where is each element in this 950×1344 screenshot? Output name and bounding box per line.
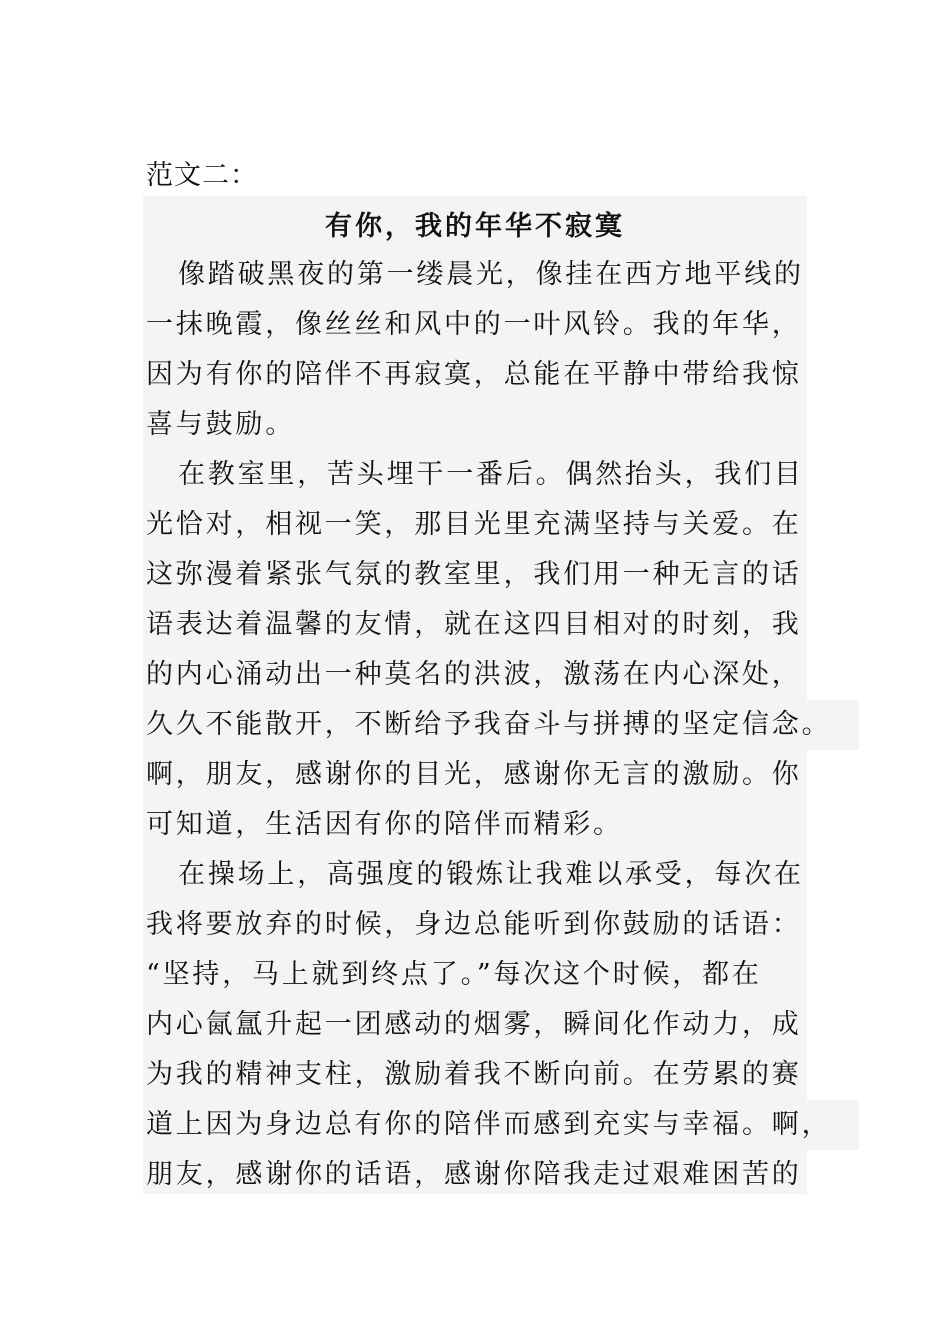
paragraph-line: 喜与鼓励。 [146, 409, 295, 440]
paragraph-line: 在教室里，苦头埋干一番后。偶然抬头，我们目 [178, 459, 804, 490]
paragraph-line: 因为有你的陪伴不再寂寞，总能在平静中带给我惊 [146, 359, 802, 390]
paragraph-line: 这弥漫着紧张气氛的教室里，我们用一种无言的话 [146, 559, 802, 590]
paragraph-line: 的内心涌动出一种莫名的洪波，激荡在内心深处， [146, 659, 802, 690]
paragraph-line: 内心氤氲升起一团感动的烟雾，瞬间化作动力，成 [146, 1009, 802, 1040]
paragraph-line: 在操场上，高强度的锻炼让我难以承受，每次在 [178, 859, 804, 890]
paragraph-line: 久久不能散开，不断给予我奋斗与拼搏的坚定信念。 [146, 700, 859, 750]
paragraph-line: 语表达着温馨的友情，就在这四目相对的时刻，我 [146, 609, 802, 640]
paragraph-line: 像踏破黑夜的第一缕晨光，像挂在西方地平线的 [178, 259, 804, 290]
essay-label: 范文二： [146, 160, 258, 191]
paragraph-line: 可知道，生活因有你的陪伴而精彩。 [146, 809, 623, 840]
paragraph-line: 道上因为身边总有你的陪伴而感到充实与幸福。啊， [146, 1100, 859, 1150]
paragraph-line: 啊，朋友，感谢你的目光，感谢你无言的激励。你 [146, 759, 802, 790]
paragraph-line: 为我的精神支柱，激励着我不断向前。在劳累的赛 [146, 1059, 802, 1090]
paragraph-line: “坚持，马上就到终点了。”每次这个时候，都在 [146, 959, 762, 990]
paragraph-line: 朋友，感谢你的话语，感谢你陪我走过艰难困苦的 [146, 1159, 802, 1190]
paragraph-line: 一抹晚霞，像丝丝和风中的一叶风铃。我的年华， [146, 309, 802, 340]
essay-title: 有你，我的年华不寂寞 [325, 211, 625, 242]
paragraph-line: 光恰对，相视一笑，那目光里充满坚持与关爱。在 [146, 509, 802, 540]
paragraph-line: 我将要放弃的时候，身边总能听到你鼓励的话语： [146, 909, 802, 940]
